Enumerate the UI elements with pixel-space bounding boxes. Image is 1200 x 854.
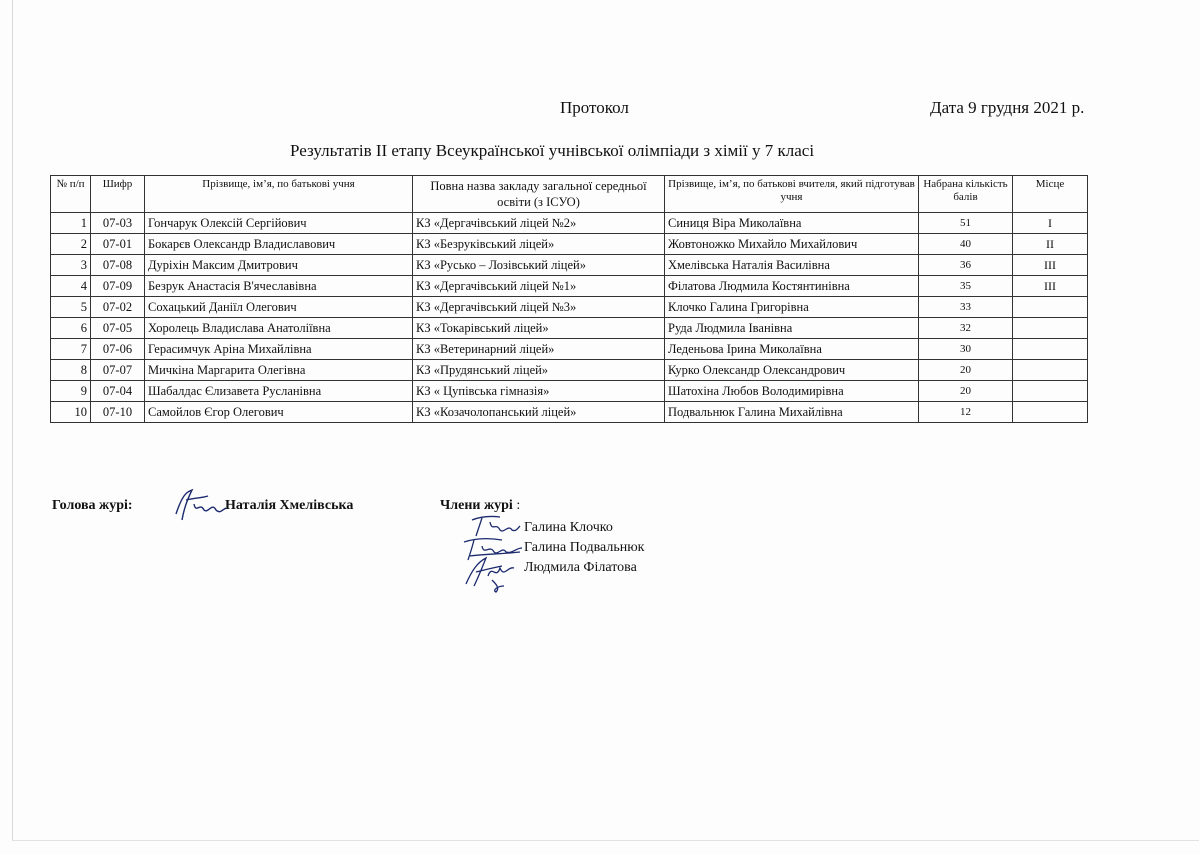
- cell-code: 07-04: [91, 381, 145, 402]
- cell-code: 07-01: [91, 234, 145, 255]
- chair-signature: [172, 484, 228, 524]
- cell-number: 7: [51, 339, 91, 360]
- cell-student: Гончарук Олексій Сергійович: [145, 213, 413, 234]
- cell-number: 9: [51, 381, 91, 402]
- cell-place: [1013, 318, 1088, 339]
- table-row: [51, 234, 1088, 255]
- cell-score: 20: [919, 381, 1013, 402]
- cell-school: КЗ «Русько – Лозівський ліцей»: [413, 255, 665, 276]
- cell-place: [1013, 360, 1088, 381]
- jury-members-colon: :: [512, 498, 521, 513]
- cell-school: КЗ «Дергачівський ліцей №2»: [413, 213, 665, 234]
- cell-number: 8: [51, 360, 91, 381]
- col-header-number: № п/п: [51, 176, 91, 213]
- cell-teacher: Шатохіна Любов Володимирівна: [665, 381, 919, 402]
- cell-teacher: Леденьова Ірина Миколаївна: [665, 339, 919, 360]
- cell-number: 4: [51, 276, 91, 297]
- cell-student: Мичкіна Маргарита Олегівна: [145, 360, 413, 381]
- cell-teacher: Синиця Віра Миколаївна: [665, 213, 919, 234]
- cell-teacher: Курко Олександр Олександрович: [665, 360, 919, 381]
- cell-teacher: Філатова Людмила Костянтинівна: [665, 276, 919, 297]
- cell-student: Бокарєв Олександр Владиславович: [145, 234, 413, 255]
- cell-number: 1: [51, 213, 91, 234]
- cell-student: Дуріхін Максим Дмитрович: [145, 255, 413, 276]
- cell-place: І: [1013, 213, 1088, 234]
- cell-school: КЗ «Прудянський ліцей»: [413, 360, 665, 381]
- cell-place: ІІІ: [1013, 255, 1088, 276]
- cell-score: 33: [919, 297, 1013, 318]
- table-row: [51, 276, 1088, 297]
- cell-student: Сохацький Даніїл Олегович: [145, 297, 413, 318]
- cell-number: 5: [51, 297, 91, 318]
- cell-student: Герасимчук Аріна Михайлівна: [145, 339, 413, 360]
- cell-number: 3: [51, 255, 91, 276]
- cell-teacher: Подвальнюк Галина Михайлівна: [665, 402, 919, 423]
- cell-school: КЗ « Цупівська гімназія»: [413, 381, 665, 402]
- cell-school: КЗ «Дергачівський ліцей №3»: [413, 297, 665, 318]
- cell-place: [1013, 381, 1088, 402]
- table-row: [51, 381, 1088, 402]
- cell-place: ІІІ: [1013, 276, 1088, 297]
- table-header-row: [51, 176, 1088, 213]
- cell-teacher: Руда Людмила Іванівна: [665, 318, 919, 339]
- cell-school: КЗ «Козачолопанський ліцей»: [413, 402, 665, 423]
- table-row: [51, 402, 1088, 423]
- cell-number: 6: [51, 318, 91, 339]
- col-header-teacher: Прізвище, ім’я, по батькові вчителя, який підготував учня: [665, 176, 919, 213]
- cell-school: КЗ «Дергачівський ліцей №1»: [413, 276, 665, 297]
- jury-member-2: Галина Подвальнюк: [524, 540, 645, 555]
- jury-chair-label: Голова журі:: [52, 498, 133, 513]
- cell-score: 40: [919, 234, 1013, 255]
- cell-school: КЗ «Ветеринарний ліцей»: [413, 339, 665, 360]
- results-table: [50, 175, 1088, 423]
- cell-code: 07-03: [91, 213, 145, 234]
- document-subtitle: Результатів ІІ етапу Всеукраїнської учнівської олімпіади з хімії у 7 класі: [290, 141, 815, 160]
- cell-score: 51: [919, 213, 1013, 234]
- table-row: [51, 360, 1088, 381]
- document-date: Дата 9 грудня 2021 р.: [930, 98, 1085, 117]
- member-signature-3: [462, 554, 522, 594]
- col-header-school: Повна назва закладу загальної середньої освіти (з ІСУО): [413, 176, 665, 213]
- cell-teacher: Хмелівська Наталія Василівна: [665, 255, 919, 276]
- document-title: Протокол: [560, 98, 629, 117]
- cell-student: Самойлов Єгор Олегович: [145, 402, 413, 423]
- cell-code: 07-10: [91, 402, 145, 423]
- cell-place: ІІ: [1013, 234, 1088, 255]
- cell-number: 10: [51, 402, 91, 423]
- col-header-score: Набрана кількість балів: [919, 176, 1013, 213]
- jury-member-3: Людмила Філатова: [524, 560, 637, 575]
- cell-score: 20: [919, 360, 1013, 381]
- cell-code: 07-06: [91, 339, 145, 360]
- table-row: [51, 213, 1088, 234]
- cell-student: Шабалдас Єлизавета Русланівна: [145, 381, 413, 402]
- col-header-code: Шифр: [91, 176, 145, 213]
- cell-school: КЗ «Токарівський ліцей»: [413, 318, 665, 339]
- cell-student: Хоролець Владислава Анатоліївна: [145, 318, 413, 339]
- cell-score: 35: [919, 276, 1013, 297]
- cell-score: 30: [919, 339, 1013, 360]
- cell-score: 12: [919, 402, 1013, 423]
- cell-code: 07-05: [91, 318, 145, 339]
- cell-score: 32: [919, 318, 1013, 339]
- cell-teacher: Жовтоножко Михайло Михайлович: [665, 234, 919, 255]
- cell-school: КЗ «Безруківський ліцей»: [413, 234, 665, 255]
- table-row: [51, 255, 1088, 276]
- col-header-place: Місце: [1013, 176, 1088, 213]
- table-row: [51, 318, 1088, 339]
- cell-place: [1013, 339, 1088, 360]
- jury-member-1: Галина Клочко: [524, 520, 613, 535]
- cell-place: [1013, 297, 1088, 318]
- cell-student: Безрук Анастасія В'ячеславівна: [145, 276, 413, 297]
- cell-code: 07-08: [91, 255, 145, 276]
- cell-code: 07-02: [91, 297, 145, 318]
- cell-number: 2: [51, 234, 91, 255]
- jury-members-label-text: Члени журі: [440, 498, 513, 513]
- cell-code: 07-07: [91, 360, 145, 381]
- table-row: [51, 339, 1088, 360]
- cell-code: 07-09: [91, 276, 145, 297]
- jury-chair-name: Наталія Хмелівська: [225, 498, 354, 513]
- cell-place: [1013, 402, 1088, 423]
- cell-teacher: Клочко Галина Григорівна: [665, 297, 919, 318]
- table-row: [51, 297, 1088, 318]
- col-header-student: Прізвище, ім’я, по батькові учня: [145, 176, 413, 213]
- cell-score: 36: [919, 255, 1013, 276]
